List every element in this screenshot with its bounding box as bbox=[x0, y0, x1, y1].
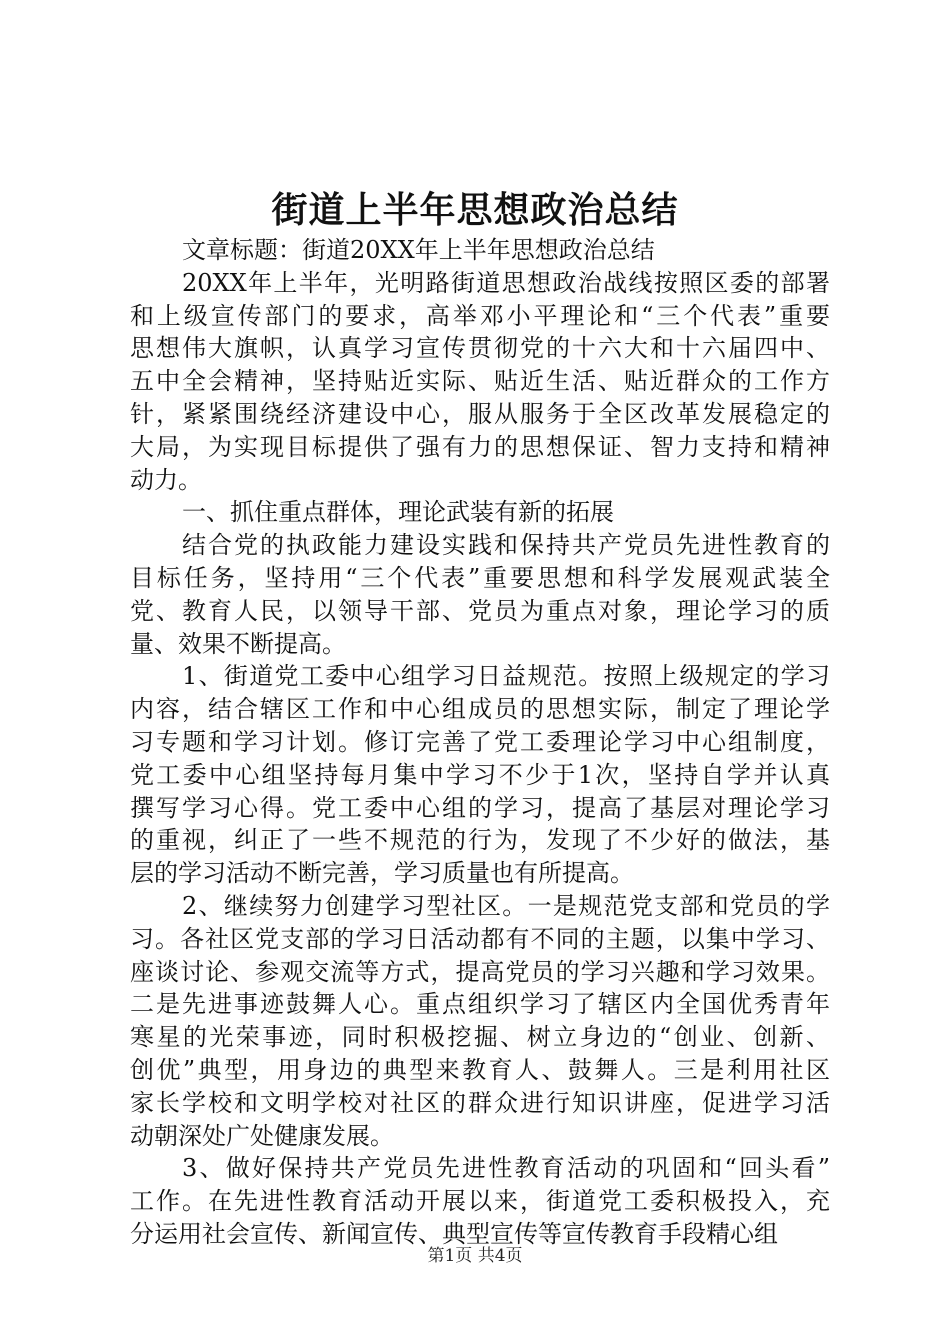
text-line: 目标任务，坚持用“三个代表”重要思想和科学发展观武装全 bbox=[130, 563, 830, 592]
text-line: 五中全会精神，坚持贴近实际、贴近生活、贴近群众的工作方 bbox=[130, 367, 830, 396]
text-line: 撰写学习心得。党工委中心组的学习，提高了基层对理论学习 bbox=[130, 793, 830, 822]
text-line: 习。各社区党支部的学习日活动都有不同的主题，以集中学习、 bbox=[130, 924, 830, 953]
text-line: 工作。在先进性教育活动开展以来，街道党工委积极投入，充 bbox=[130, 1187, 830, 1216]
document-title: 街道上半年思想政治总结 bbox=[271, 189, 679, 231]
document-body bbox=[130, 234, 830, 1251]
text-line: 针，紧紧围绕经济建设中心，服从服务于全区改革发展稳定的 bbox=[130, 399, 830, 428]
text-line: 党、教育人民，以领导干部、党员为重点对象，理论学习的质 bbox=[130, 596, 830, 625]
text-line: 结合党的执政能力建设实践和保持共产党员先进性教育的 bbox=[182, 531, 830, 560]
text-line: 3、做好保持共产党员先进性教育活动的巩固和“回头看” bbox=[182, 1154, 830, 1183]
text-line: 家长学校和文明学校对社区的群众进行知识讲座，促进学习活 bbox=[130, 1088, 830, 1117]
text-line: 分运用社会宣传、新闻宣传、典型宣传等宣传教育手段精心组 bbox=[130, 1219, 778, 1248]
text-line: 内容，结合辖区工作和中心组成员的思想实际，制定了理论学 bbox=[130, 695, 830, 724]
text-line: 2、继续努力创建学习型社区。一是规范党支部和党员的学 bbox=[182, 891, 830, 920]
text-line: 大局，为实现目标提供了强有力的思想保证、智力支持和精神 bbox=[130, 432, 830, 461]
page-footer: 第1页 共4页 bbox=[427, 1246, 523, 1266]
text-line: 1、街道党工委中心组学习日益规范。按照上级规定的学习 bbox=[182, 662, 830, 691]
text-line: 量、效果不断提高。 bbox=[130, 629, 346, 658]
text-line: 文章标题：街道20XX年上半年思想政治总结 bbox=[182, 236, 655, 264]
text-line: 动朝深处广处健康发展。 bbox=[130, 1121, 394, 1150]
text-line: 的重视，纠正了一些不规范的行为，发现了不少好的做法，基 bbox=[130, 826, 830, 855]
text-line: 寒星的光荣事迹，同时积极挖掘、树立身边的“创业、创新、 bbox=[130, 1023, 830, 1052]
text-line: 二是先进事迹鼓舞人心。重点组织学习了辖区内全国优秀青年 bbox=[130, 990, 830, 1019]
text-line: 一、抓住重点群体，理论武装有新的拓展 bbox=[182, 498, 614, 527]
text-line: 20XX年上半年，光明路街道思想政治战线按照区委的部署 bbox=[182, 268, 830, 297]
text-line: 习专题和学习计划。修订完善了党工委理论学习中心组制度， bbox=[130, 727, 830, 756]
text-line: 党工委中心组坚持每月集中学习不少于1次，坚持自学并认真 bbox=[130, 760, 830, 789]
text-line: 动力。 bbox=[130, 465, 202, 494]
text-line: 和上级宣传部门的要求，高举邓小平理论和“三个代表”重要 bbox=[130, 301, 830, 330]
text-line: 座谈讨论、参观交流等方式，提高党员的学习兴趣和学习效果。 bbox=[130, 957, 830, 986]
text-line: 创优”典型，用身边的典型来教育人、鼓舞人。三是利用社区 bbox=[130, 1055, 830, 1084]
text-line: 思想伟大旗帜，认真学习宣传贯彻党的十六大和十六届四中、 bbox=[130, 334, 830, 363]
text-line: 层的学习活动不断完善，学习质量也有所提高。 bbox=[130, 859, 634, 888]
